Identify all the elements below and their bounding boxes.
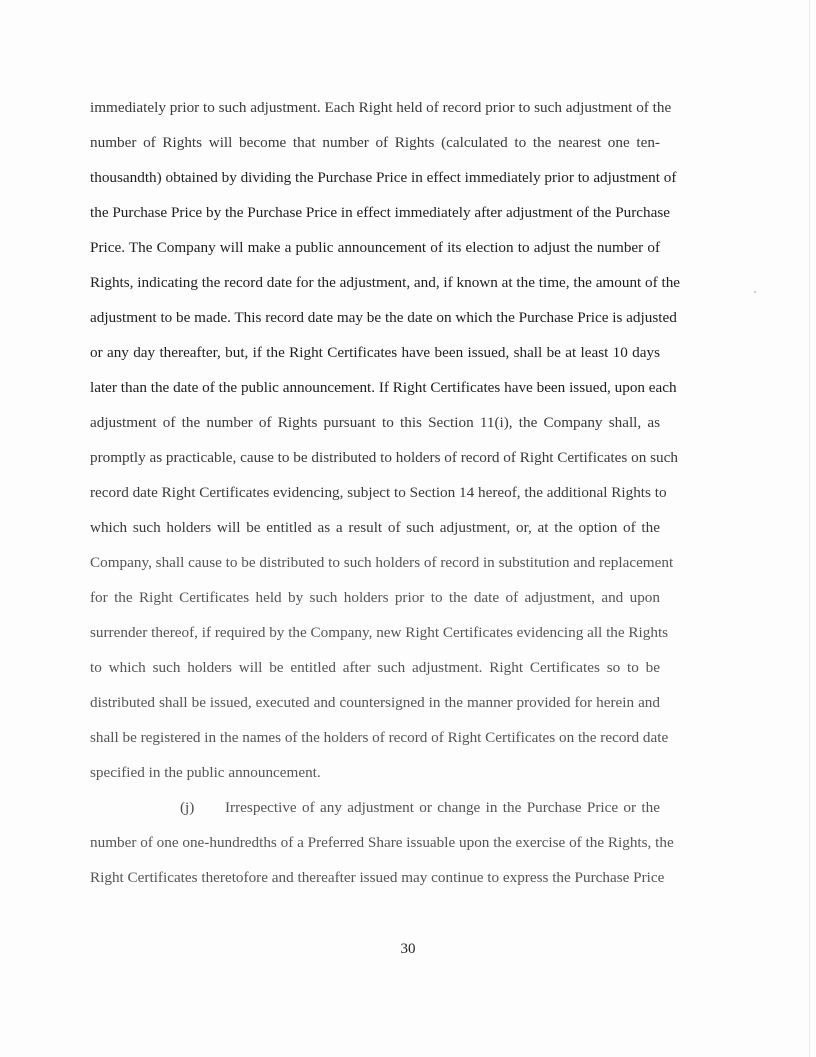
text-line: Price. The Company will make a public announcement of its election to adjust the number of bbox=[90, 239, 660, 256]
text-line: promptly as practicable, cause to be distributed to holders of record of Right Certificates on such bbox=[90, 449, 678, 466]
text-line: which such holders will be entitled as a result of such adjustment, or, at the option of the bbox=[90, 519, 660, 536]
text-line: or any day thereafter, but, if the Right Certificates have been issued, shall be at least 10 days bbox=[90, 344, 660, 361]
text-line: shall be registered in the names of the holders of record of Right Certificates on the record date bbox=[90, 729, 669, 746]
text-line: immediately prior to such adjustment. Each Right held of record prior to such adjustment of the bbox=[90, 99, 672, 116]
scan-edge bbox=[809, 0, 810, 1057]
text-line: for the Right Certificates held by such holders prior to the date of adjustment, and upon bbox=[90, 589, 660, 606]
text-line: Company, shall cause to be distributed to such holders of record in substitution and replacement bbox=[90, 554, 674, 571]
text-line: specified in the public announcement. bbox=[90, 764, 321, 781]
text-line: Right Certificates theretofore and thereafter issued may continue to express the Purchase Price bbox=[90, 869, 665, 886]
text-line: adjustment to be made. This record date may be the date on which the Purchase Price is adjusted bbox=[90, 309, 677, 326]
text-line: to which such holders will be entitled after such adjustment. Right Certificates so to be bbox=[90, 659, 660, 676]
page-number: 30 bbox=[400, 941, 416, 957]
text-line: the Purchase Price by the Purchase Price in effect immediately after adjustment of the Purchase bbox=[90, 204, 671, 221]
paragraph-first-line: Irrespective of any adjustment or change in the Purchase Price or the bbox=[225, 799, 660, 816]
text-line: distributed shall be issued, executed and countersigned in the manner provided for herein and bbox=[90, 694, 660, 711]
text-line: record date Right Certificates evidencing, subject to Section 14 hereof, the additional Rights to bbox=[90, 484, 667, 501]
text-line: Rights, indicating the record date for the adjustment, and, if known at the time, the amount of the bbox=[90, 274, 681, 291]
text-line: thousandth) obtained by dividing the Purchase Price in effect immediately prior to adjustment of bbox=[90, 169, 677, 186]
text-line: number of Rights will become that number of Rights (calculated to the nearest one ten- bbox=[90, 134, 660, 151]
text-line: surrender thereof, if required by the Company, new Right Certificates evidencing all the Rights bbox=[90, 624, 669, 641]
paragraph-marker: (j) bbox=[180, 799, 195, 816]
text-line: later than the date of the public announcement. If Right Certificates have been issued, upon each bbox=[90, 379, 677, 396]
scan-speck bbox=[754, 291, 756, 293]
text-line: adjustment of the number of Rights pursuant to this Section 11(i), the Company shall, as bbox=[90, 414, 660, 431]
text-line: number of one one-hundredths of a Preferred Share issuable upon the exercise of the Rights, the bbox=[90, 834, 674, 851]
